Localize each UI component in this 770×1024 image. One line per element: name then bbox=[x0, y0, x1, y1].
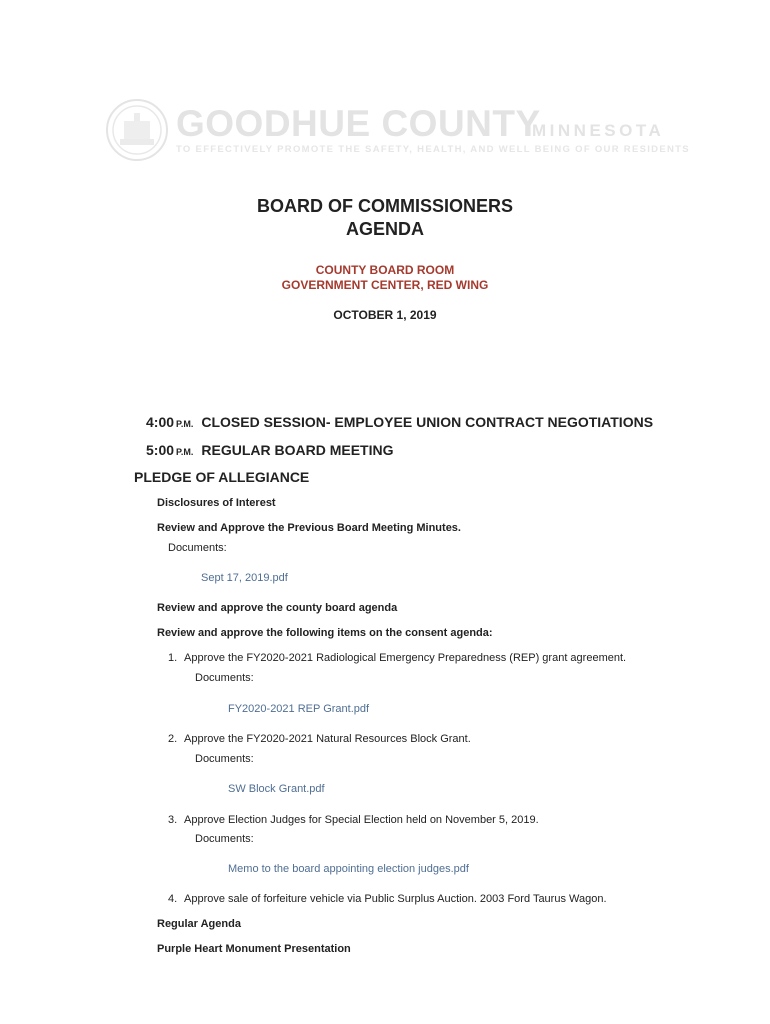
documents-label: Documents: bbox=[195, 753, 254, 765]
document-link-sw-block-grant[interactable]: SW Block Grant.pdf bbox=[228, 783, 325, 795]
state-name-watermark: MINNESOTA bbox=[532, 121, 665, 140]
agenda-item-regular-agenda: Regular Agenda bbox=[157, 918, 241, 930]
consent-item-number: 1. bbox=[168, 652, 178, 664]
venue-line-2: GOVERNMENT CENTER, RED WING bbox=[281, 278, 489, 292]
consent-item-number: 2. bbox=[168, 733, 178, 745]
document-link-rep-grant[interactable]: FY2020-2021 REP Grant.pdf bbox=[228, 703, 370, 715]
session-time: 5:00 bbox=[146, 442, 175, 458]
title-line-2: AGENDA bbox=[345, 219, 424, 239]
title-line-1: BOARD OF COMMISSIONERS bbox=[256, 196, 513, 216]
agenda-item-disclosures: Disclosures of Interest bbox=[157, 497, 276, 509]
consent-item-2 bbox=[168, 733, 471, 745]
document-link-minutes[interactable]: Sept 17, 2019.pdf bbox=[201, 572, 288, 584]
document-link-election-judges-memo[interactable]: Memo to the board appointing election judges.pdf bbox=[228, 863, 469, 875]
county-seal-icon bbox=[106, 99, 168, 161]
consent-item-text: Approve the FY2020-2021 Radiological Emergency Preparedness (REP) grant agreement. bbox=[184, 652, 627, 664]
session-label: REGULAR BOARD MEETING bbox=[201, 442, 394, 458]
meeting-venue bbox=[0, 263, 770, 293]
consent-item-number: 3. bbox=[168, 814, 178, 826]
session-regular bbox=[146, 442, 394, 458]
document-title bbox=[0, 195, 770, 241]
session-closed bbox=[146, 414, 653, 430]
session-time-suffix: P.M. bbox=[176, 419, 194, 429]
agenda-item-consent: Review and approve the following items on the consent agenda: bbox=[157, 627, 493, 639]
consent-item-number: 4. bbox=[168, 893, 178, 905]
session-time: 4:00 bbox=[146, 414, 175, 430]
documents-label: Documents: bbox=[168, 542, 227, 554]
consent-item-1 bbox=[168, 652, 626, 664]
agenda-item-purple-heart: Purple Heart Monument Presentation bbox=[157, 943, 351, 955]
county-name-watermark: GOODHUE COUNTY bbox=[176, 103, 541, 144]
county-tagline-watermark: TO EFFECTIVELY PROMOTE THE SAFETY, HEALTH, AND WELL BEING OF OUR RESIDENTS bbox=[176, 144, 690, 155]
session-label: CLOSED SESSION- EMPLOYEE UNION CONTRACT NEGOTIATIONS bbox=[201, 414, 654, 430]
consent-item-4 bbox=[168, 893, 607, 905]
consent-item-text: Approve Election Judges for Special Election held on November 5, 2019. bbox=[184, 814, 539, 826]
agenda-item-approve-agenda: Review and approve the county board agenda bbox=[157, 602, 398, 614]
consent-item-text: Approve sale of forfeiture vehicle via Public Surplus Auction. 2003 Ford Taurus Wagon. bbox=[184, 893, 607, 905]
meeting-date: OCTOBER 1, 2019 bbox=[333, 308, 437, 322]
documents-label: Documents: bbox=[195, 833, 254, 845]
pledge-heading: PLEDGE OF ALLEGIANCE bbox=[134, 469, 310, 485]
venue-line-1: COUNTY BOARD ROOM bbox=[315, 263, 455, 277]
consent-item-text: Approve the FY2020-2021 Natural Resources Block Grant. bbox=[184, 733, 471, 745]
consent-item-3 bbox=[168, 814, 539, 826]
agenda-item-minutes: Review and Approve the Previous Board Meeting Minutes. bbox=[157, 522, 461, 534]
session-time-suffix: P.M. bbox=[176, 447, 194, 457]
documents-label: Documents: bbox=[195, 672, 254, 684]
